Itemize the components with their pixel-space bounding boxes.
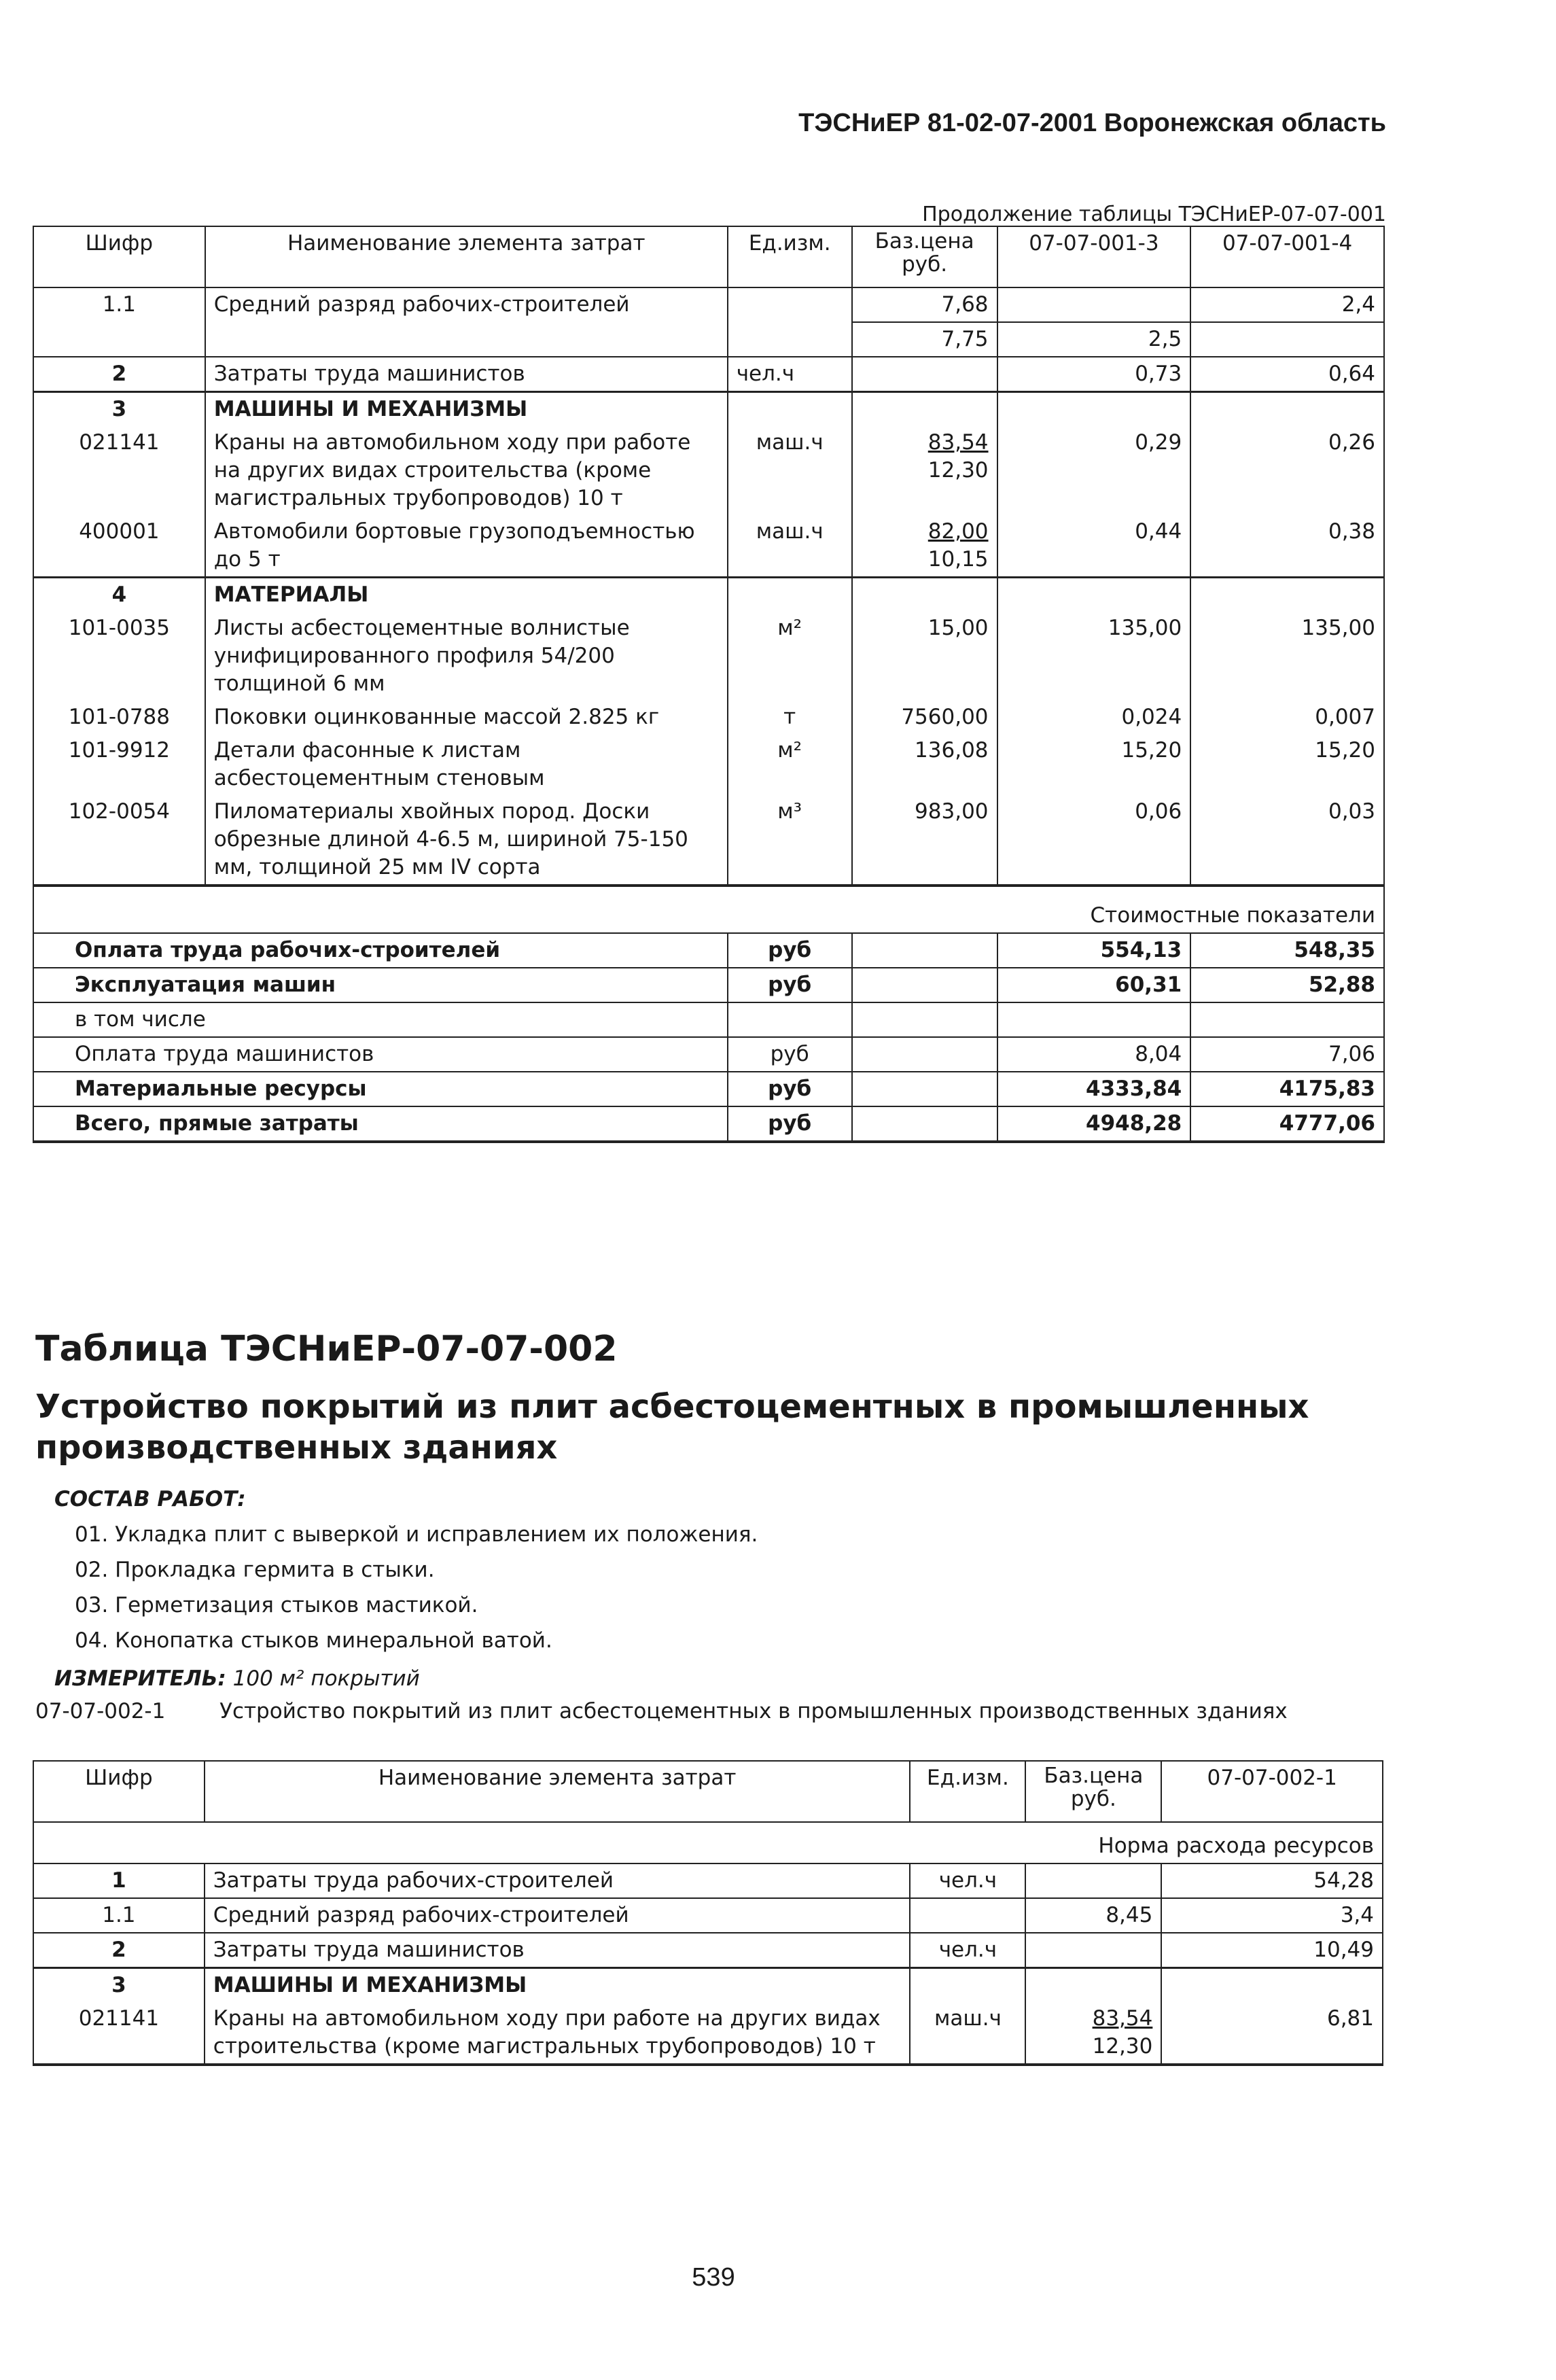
cell-value-2: 0,26 (1190, 426, 1384, 515)
cell-name: Средний разряд рабочих-строителей (205, 1898, 910, 1933)
cell-code: 1.1 (33, 287, 205, 322)
cell-value-1: 0,29 (997, 426, 1191, 515)
table-row (33, 287, 1384, 322)
cell-value-1 (1161, 1968, 1383, 2003)
summary-price (852, 1037, 997, 1072)
summary-unit: руб (728, 1106, 852, 1142)
cell-value-1: 0,06 (997, 795, 1191, 886)
header-col-1: 07-07-002-1 (1161, 1761, 1383, 1822)
cell-price (852, 515, 997, 578)
cell-unit (728, 392, 852, 427)
table-row (33, 392, 1384, 427)
cell-name: Затраты труда машинистов (205, 1933, 910, 1968)
summary-unit (728, 1002, 852, 1037)
norm-code-line (35, 1699, 1288, 1723)
header-code: Шифр (33, 1761, 205, 1822)
cell-name: Краны на автомобильном ходу при работе на других видах строительства (кроме магистральных трубопроводов) 10 т (205, 2002, 910, 2065)
cell-value-1: 0,44 (997, 515, 1191, 578)
cell-unit: чел.ч (910, 1863, 1025, 1898)
table-row (33, 701, 1384, 734)
cell-value-1 (997, 578, 1191, 612)
price-secondary: 10,15 (927, 547, 989, 572)
table-row (33, 1898, 1383, 1933)
table-row (33, 734, 1384, 795)
cell-value-2: 2,4 (1190, 287, 1384, 322)
cell-price: 7,68 (852, 287, 997, 322)
summary-row (33, 1072, 1384, 1106)
summary-label: Эксплуатация машин (33, 968, 728, 1002)
summary-label: Материальные ресурсы (33, 1072, 728, 1106)
cell-unit: маш.ч (728, 426, 852, 515)
document-header: ТЭСНиЕР 81-02-07-2001 Воронежская область (798, 109, 1386, 137)
table-07-07-002 (33, 1760, 1383, 2066)
price-primary: 83,54 (927, 430, 989, 455)
summary-value-1: 4948,28 (997, 1106, 1191, 1142)
cell-price: 136,08 (852, 734, 997, 795)
cell-unit: м² (728, 734, 852, 795)
summary-unit: руб (728, 1072, 852, 1106)
work-step: 02. Прокладка гермита в стыки. (75, 1558, 435, 1582)
work-step: 04. Конопатка стыков минеральной ватой. (75, 1628, 552, 1653)
cost-caption: Стоимостные показатели (33, 886, 1384, 933)
cell-code: 1.1 (33, 1898, 205, 1933)
cell-value-2: 0,64 (1190, 357, 1384, 392)
page-number: 539 (692, 2263, 735, 2292)
table-row (33, 1968, 1383, 2003)
cell-value-2: 135,00 (1190, 612, 1384, 701)
cell-code: 101-9912 (33, 734, 205, 795)
summary-unit: руб (728, 1037, 852, 1072)
summary-label: Оплата труда машинистов (33, 1037, 728, 1072)
cell-price: 983,00 (852, 795, 997, 886)
summary-label: Всего, прямые затраты (33, 1106, 728, 1142)
summary-row (33, 968, 1384, 1002)
cell-code: 102-0054 (33, 795, 205, 886)
norm-description: Устройство покрытий из плит асбестоцементных в промышленных производственных зданиях (219, 1699, 1288, 1723)
cell-value-2: 0,38 (1190, 515, 1384, 578)
cell-name: МАШИНЫ И МЕХАНИЗМЫ (205, 1968, 910, 2003)
cell-price (852, 426, 997, 515)
cell-price (852, 578, 997, 612)
cell-value-1: 0,024 (997, 701, 1191, 734)
cell-value-1: 6,81 (1161, 2002, 1383, 2065)
header-col-2: 07-07-001-4 (1190, 226, 1384, 287)
table-row (33, 1933, 1383, 1968)
summary-value-2: 548,35 (1190, 933, 1384, 968)
cell-price (852, 357, 997, 392)
cell-unit: т (728, 701, 852, 734)
cell-value-2: 15,20 (1190, 734, 1384, 795)
summary-price (852, 1106, 997, 1142)
cell-name: Поковки оцинкованные массой 2.825 кг (205, 701, 728, 734)
table-title: Таблица ТЭСНиЕР-07-07-002 (35, 1329, 618, 1369)
cell-code: 2 (33, 1933, 205, 1968)
izmeritel-value: 100 м² покрытий (232, 1666, 420, 1691)
cell-code: 021141 (33, 2002, 205, 2065)
cell-value-1: 54,28 (1161, 1863, 1383, 1898)
summary-value-1 (997, 1002, 1191, 1037)
header-price: Баз.цена руб. (1025, 1761, 1161, 1822)
cell-unit: маш.ч (728, 515, 852, 578)
cell-value-2 (1190, 578, 1384, 612)
cell-code (33, 322, 205, 357)
cell-value-1: 3,4 (1161, 1898, 1383, 1933)
cell-value-2 (1190, 322, 1384, 357)
price-secondary: 12,30 (927, 458, 989, 483)
cell-unit (728, 322, 852, 357)
cell-price: 15,00 (852, 612, 997, 701)
cell-code: 101-0788 (33, 701, 205, 734)
summary-row (33, 1002, 1384, 1037)
summary-unit: руб (728, 933, 852, 968)
header-col-1: 07-07-001-3 (997, 226, 1191, 287)
cell-value-1: 15,20 (997, 734, 1191, 795)
cell-unit: чел.ч (910, 1933, 1025, 1968)
cell-name: МАТЕРИАЛЫ (205, 578, 728, 612)
cell-name: МАШИНЫ И МЕХАНИЗМЫ (205, 392, 728, 427)
cell-value-1: 0,73 (997, 357, 1191, 392)
summary-value-2: 52,88 (1190, 968, 1384, 1002)
summary-price (852, 968, 997, 1002)
summary-unit: руб (728, 968, 852, 1002)
price-primary: 82,00 (927, 519, 989, 544)
cell-code: 1 (33, 1863, 205, 1898)
cell-code: 2 (33, 357, 205, 392)
table-row (33, 795, 1384, 886)
table-header-row (33, 1761, 1383, 1822)
sostav-label: СОСТАВ РАБОТ: (54, 1487, 246, 1511)
summary-row (33, 1037, 1384, 1072)
cell-price (1025, 1863, 1161, 1898)
summary-price (852, 1072, 997, 1106)
header-price: Баз.цена руб. (852, 226, 997, 287)
cell-unit: маш.ч (910, 2002, 1025, 2065)
cell-price (1025, 1968, 1161, 2003)
cell-unit (728, 287, 852, 322)
cell-value-1 (997, 287, 1191, 322)
table-row (33, 2002, 1383, 2065)
table-row (33, 578, 1384, 612)
cell-price: 8,45 (1025, 1898, 1161, 1933)
summary-value-1: 4333,84 (997, 1072, 1191, 1106)
cell-unit (728, 578, 852, 612)
header-name: Наименование элемента затрат (205, 226, 728, 287)
table-row (33, 357, 1384, 392)
cell-code: 3 (33, 392, 205, 427)
cell-price (852, 392, 997, 427)
cell-code: 3 (33, 1968, 205, 2003)
summary-value-1: 60,31 (997, 968, 1191, 1002)
cell-code: 101-0035 (33, 612, 205, 701)
cell-value-2: 0,007 (1190, 701, 1384, 734)
cell-value-1 (997, 392, 1191, 427)
cell-name: Краны на автомобильном ходу при работе на других видах строительства (кроме магистральных трубопроводов) 10 т (205, 426, 728, 515)
cell-name: Затраты труда машинистов (205, 357, 728, 392)
summary-value-1: 554,13 (997, 933, 1191, 968)
norm-caption-row (33, 1822, 1383, 1863)
cell-name: Затраты труда рабочих-строителей (205, 1863, 910, 1898)
cell-price (1025, 2002, 1161, 2065)
cell-name (205, 322, 728, 357)
cell-value-1: 135,00 (997, 612, 1191, 701)
cell-value-2: 0,03 (1190, 795, 1384, 886)
cell-unit (910, 1968, 1025, 2003)
table-header-row (33, 226, 1384, 287)
cell-code: 4 (33, 578, 205, 612)
cell-value-1: 2,5 (997, 322, 1191, 357)
izmeritel-label: ИЗМЕРИТЕЛЬ: (54, 1666, 226, 1691)
norm-code: 07-07-002-1 (35, 1699, 166, 1723)
price-secondary: 12,30 (1092, 2034, 1153, 2059)
summary-price (852, 933, 997, 968)
cell-price: 7,75 (852, 322, 997, 357)
header-unit: Ед.изм. (910, 1761, 1025, 1822)
summary-value-2: 4175,83 (1190, 1072, 1384, 1106)
summary-value-1: 8,04 (997, 1037, 1191, 1072)
work-step: 01. Укладка плит с выверкой и исправлением их положения. (75, 1522, 758, 1547)
cell-unit: м³ (728, 795, 852, 886)
header-name: Наименование элемента затрат (205, 1761, 910, 1822)
summary-price (852, 1002, 997, 1037)
table-row (33, 515, 1384, 578)
cell-value-2 (1190, 392, 1384, 427)
summary-value-2: 4777,06 (1190, 1106, 1384, 1142)
norm-caption: Норма расхода ресурсов (33, 1822, 1383, 1863)
cell-name: Автомобили бортовые грузоподъемностью до 5 т (205, 515, 728, 578)
summary-value-2 (1190, 1002, 1384, 1037)
cell-code: 021141 (33, 426, 205, 515)
cell-price (1025, 1933, 1161, 1968)
cell-name: Листы асбестоцементные волнистые унифицированного профиля 54/200 толщиной 6 мм (205, 612, 728, 701)
table-subtitle: Устройство покрытий из плит асбестоцементных в промышленных производственных зданиях (35, 1388, 1309, 1467)
cell-unit: чел.ч (728, 357, 852, 392)
table-row (33, 322, 1384, 357)
summary-label: Оплата труда рабочих-строителей (33, 933, 728, 968)
summary-row (33, 933, 1384, 968)
summary-row (33, 1106, 1384, 1142)
table-row (33, 612, 1384, 701)
cell-unit: м² (728, 612, 852, 701)
cell-value-1: 10,49 (1161, 1933, 1383, 1968)
table-row (33, 1863, 1383, 1898)
cost-caption-row (33, 886, 1384, 933)
table-07-07-001 (33, 226, 1385, 1143)
price-primary: 83,54 (1092, 2006, 1153, 2031)
cell-price: 7560,00 (852, 701, 997, 734)
work-step: 03. Герметизация стыков мастикой. (75, 1593, 478, 1617)
continuation-caption: Продолжение таблицы ТЭСНиЕР-07-07-001 (922, 203, 1386, 226)
header-unit: Ед.изм. (728, 226, 852, 287)
summary-label: в том числе (33, 1002, 728, 1037)
cell-name: Средний разряд рабочих-строителей (205, 287, 728, 322)
header-code: Шифр (33, 226, 205, 287)
summary-value-2: 7,06 (1190, 1037, 1384, 1072)
table-row (33, 426, 1384, 515)
izmeritel (54, 1666, 420, 1691)
cell-name: Детали фасонные к листам асбестоцементным стеновым (205, 734, 728, 795)
cell-code: 400001 (33, 515, 205, 578)
cell-unit (910, 1898, 1025, 1933)
cell-name: Пиломатериалы хвойных пород. Доски обрезные длиной 4-6.5 м, шириной 75-150 мм, толщиной 25 мм IV сорта (205, 795, 728, 886)
